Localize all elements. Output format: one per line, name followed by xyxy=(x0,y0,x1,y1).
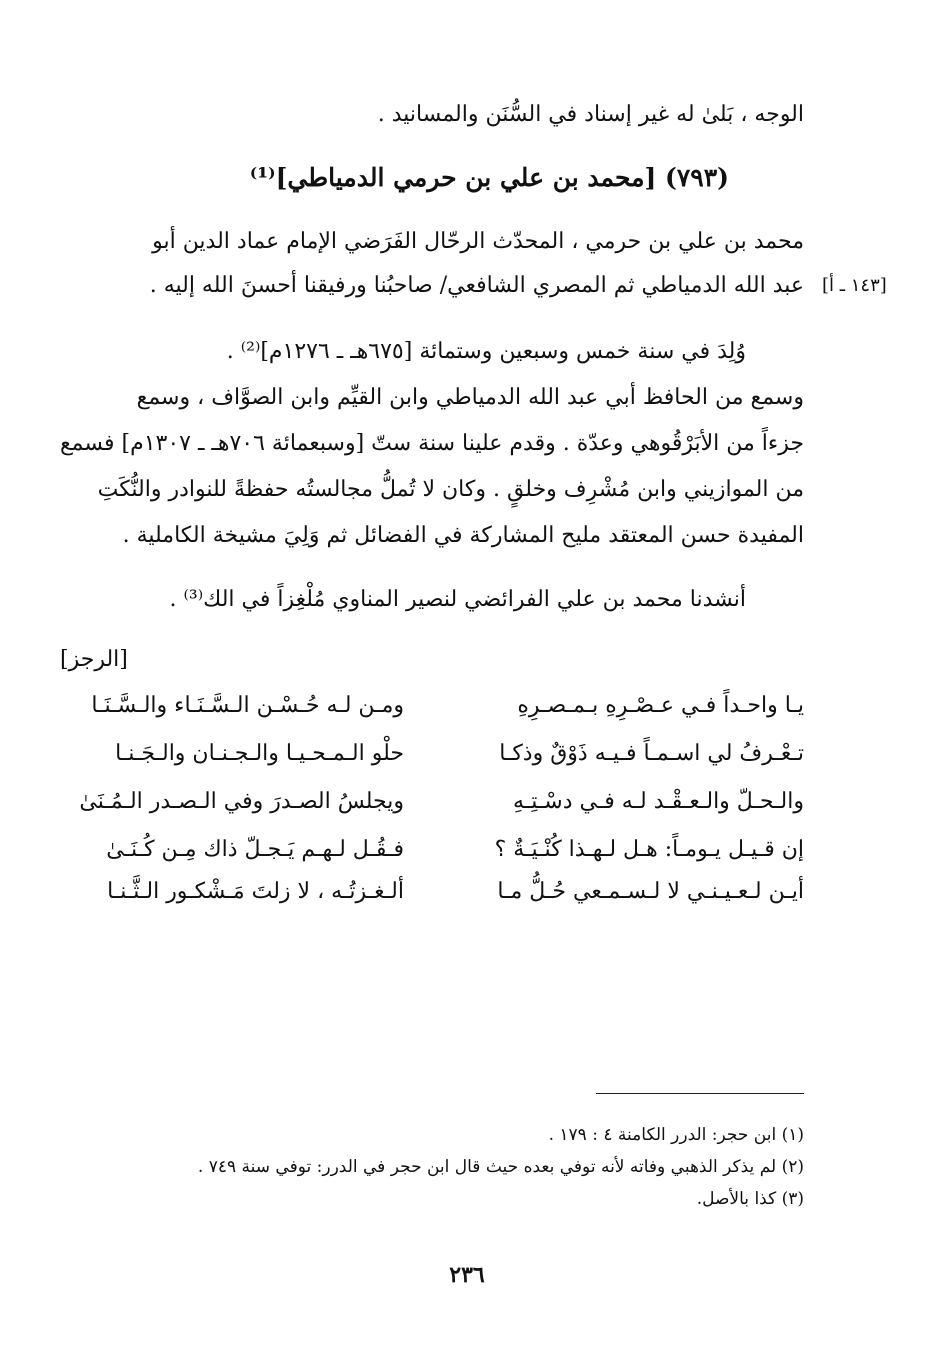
poem-verse-1-second-half: ومـن لـه حُـسْـن الـسَّـنَـاء والـسَّـنَـا xyxy=(91,693,404,718)
text-line-8: المفيدة حسن المعتقد مليح المشاركة في الفضائل ثم وَلِيَ مشيخة الكاملية . xyxy=(122,523,804,548)
text-line-7: من الموازيني وابن مُشْرِف وخلقٍ . وكان لا تُملُّ مجالستُه حفظةً للنوادر والنُّكَتِ xyxy=(97,477,804,502)
text-line-1: الوجه ، بَلىٰ له غير إسناد في السُّنَن والمسانيد . xyxy=(377,102,804,127)
footnote-3: (٣) كذا بالأصل. xyxy=(696,1189,804,1209)
poem-meter-label: [الرجز] xyxy=(60,647,128,672)
text-line-3: عبد الله الدمياطي ثم المصري الشافعي/ صاحبُنا ورفيقنا أحسنَ الله إليه . xyxy=(149,273,804,298)
poem-verse-2-first-half: تـعْـرفُ لي اسـمـاً فـيـه ذَوْقٌ وذكـا xyxy=(499,741,804,766)
text-line-5: وسمع من الحافظ أبي عبد الله الدمياطي وابن القيِّم وابن الصوَّاف ، وسمع xyxy=(136,385,804,410)
text-line-6: جزءاً من الأبَرْقُوهي وعدّة . وقدم علينا سنة ستّ [وسبعمائة ٧٠٦هـ ـ ١٣٠٧م] فسمع xyxy=(59,431,804,456)
poem-verse-2-second-half: حلْو الـمـحـيـا والـجـنـان والـجَـنـا xyxy=(115,741,404,766)
footnote-separator xyxy=(596,1093,804,1094)
footnote-2: (٢) لم يذكر الذهبي وفاته لأنه توفي بعده حيث قال ابن حجر في الدرر: توفي سنة ٧٤٩ . xyxy=(197,1157,804,1177)
poem-verse-3-first-half: والـحـلّ والـعـقْـد لـه فـي دسْـتِـهِ xyxy=(512,789,804,814)
margin-folio-note: [١٤٣ ـ أ] xyxy=(822,275,887,296)
page-number: ٢٣٦ xyxy=(449,1262,485,1288)
text-line-2: محمد بن علي بن حرمي ، المحدّث الرحّال الفَرَضي الإمام عماد الدين أبو xyxy=(152,229,804,254)
text-line-4: وُلِدَ في سنة خمس وسبعين وستمائة [٦٧٥هـ ـ ١٢٧٦م]⁽²⁾ . xyxy=(226,339,746,364)
poem-verse-1-first-half: يـا واحـداً فـي عـصْـرِهِ بـمـصـرِهِ xyxy=(517,693,804,718)
footnote-1: (١) ابن حجر: الدرر الكامنة ٤ : ١٧٩ . xyxy=(548,1125,804,1145)
poem-verse-4-first-half: إن قـيـل يـومـاً: هـل لـهـذا كُنْـيَـةٌ ؟ xyxy=(494,837,804,862)
text-line-9: أنشدنا محمد بن علي الفرائضي لنصير المناوي مُلْغِزاً في الك⁽³⁾ . xyxy=(169,587,746,612)
poem-verse-3-second-half: ويجلسُ الصـدرَ وفي الـصـدر الـمُـنَىٰ xyxy=(79,789,404,814)
entry-title: (٧٩٣) [محمد بن علي بن حرمي الدمياطي]⁽¹⁾ xyxy=(249,163,729,192)
poem-verse-5-second-half: ألـغـزتُـه ، لا زلتَ مَـشْكـور الـثَّـنـا xyxy=(107,879,404,904)
poem-verse-5-first-half: أيـن لـعـيـنـي لا لـسـمـعي حُـلُّ مـا xyxy=(497,879,804,904)
poem-verse-4-second-half: فـقُـل لـهـم يَـجـلّ ذاك مِـن كُـنَـىٰ xyxy=(106,837,404,862)
